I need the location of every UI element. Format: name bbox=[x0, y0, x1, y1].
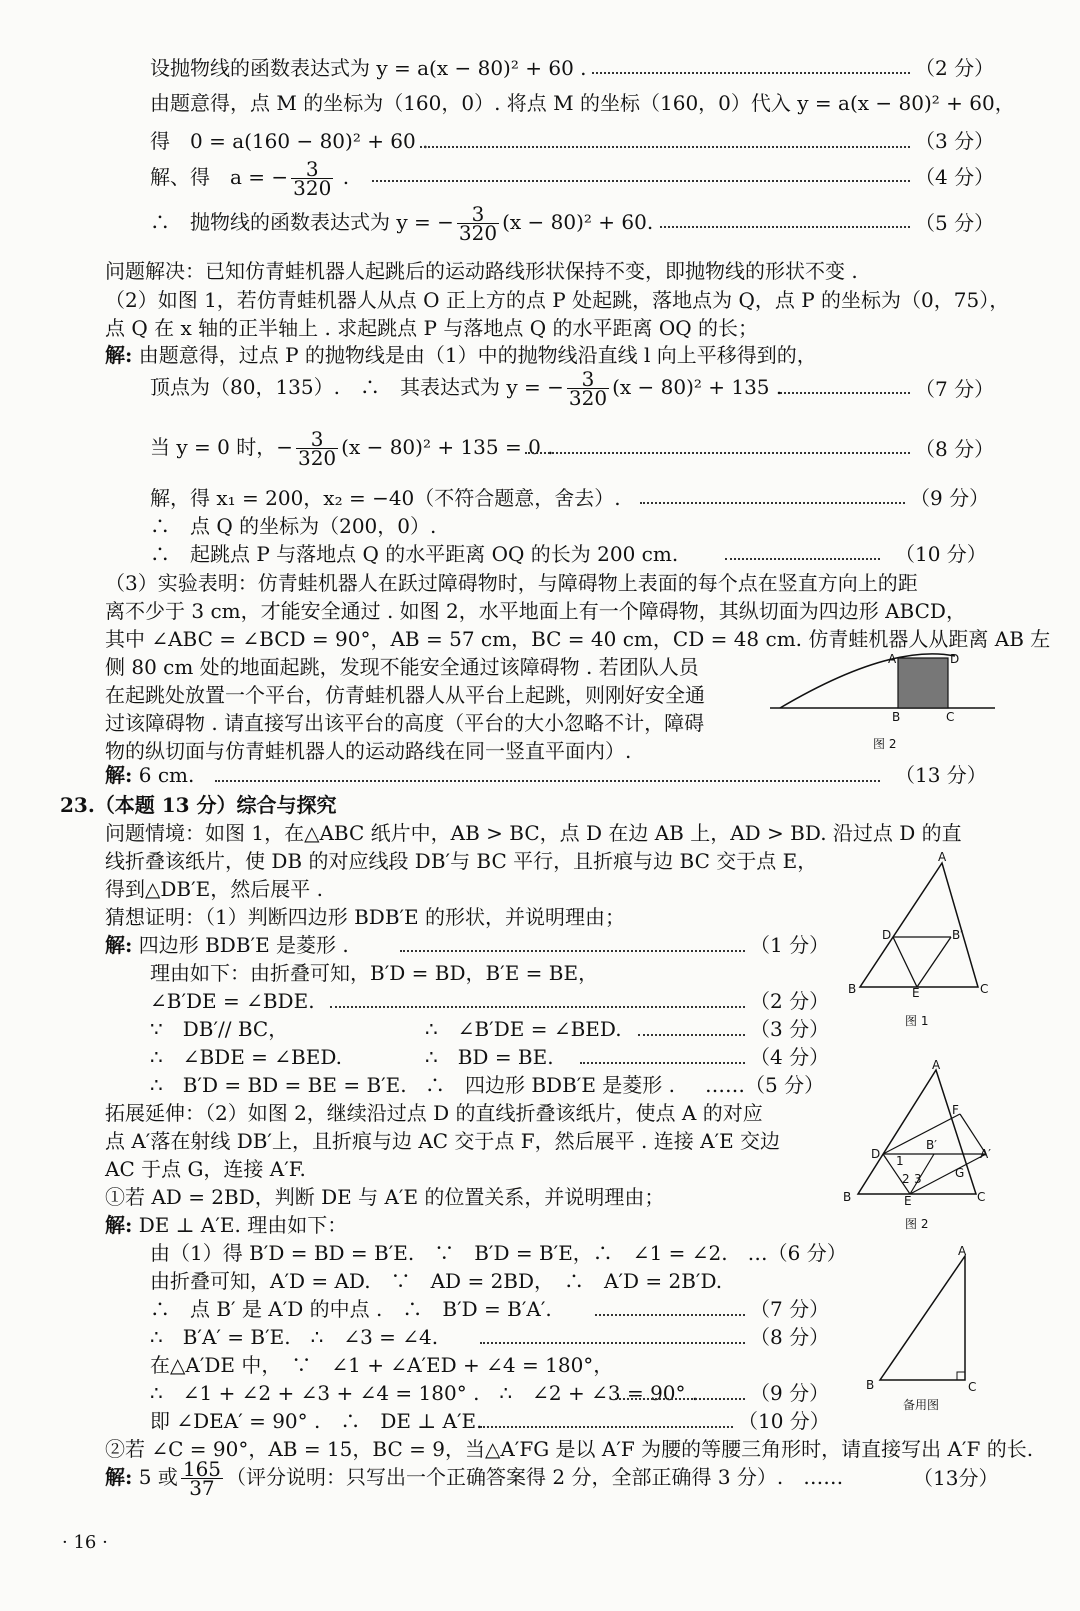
text-line: 解: 5 或 $\frac{165}{37}$ （评分说明：只写出一个正确答案得 2 分，全部正确得 3 分）. …… bbox=[105, 1457, 844, 1500]
point-label: C bbox=[946, 710, 955, 724]
text-line: （3）实验表明：仿青蛙机器人在跃过障碍物时，与障碍物上表面的每个点在竖直方向上的距 bbox=[105, 571, 918, 595]
point-label: G bbox=[955, 1166, 965, 1180]
text-line: 线折叠该纸片，使 DB 的对应线段 DB′与 BC 平行，且折痕与边 BC 交于点 E， bbox=[105, 849, 818, 873]
score-label: ……（5 分） bbox=[705, 1073, 825, 1097]
angle-label: 3 bbox=[914, 1172, 922, 1186]
text-line: 在△A′DE 中， ∵ ∠1 + ∠A′ED + ∠4 = 180°， bbox=[150, 1353, 614, 1377]
leader-dots bbox=[615, 1398, 745, 1400]
text-line: AC 于点 G，连接 A′F. bbox=[105, 1157, 306, 1181]
point-label: A bbox=[888, 652, 897, 666]
text-line: 由（1）得 B′D = BD = B′E. ∵ B′D = B′E，∴ ∠1 = ∠2. …（6 分） bbox=[150, 1241, 847, 1265]
text-line: 解: 由题意得，过点 P 的抛物线是由（1）中的抛物线沿直线 l 向上平移得到的， bbox=[105, 343, 817, 367]
point-label: A′ bbox=[980, 1147, 991, 1161]
text-line: 点 A′落在射线 DB′上，且折痕与边 AC 交于点 F，然后展平 . 连接 A′E 交边 bbox=[105, 1129, 781, 1153]
point-label: D bbox=[950, 652, 960, 666]
leader-dots bbox=[580, 1062, 745, 1064]
leader-dots bbox=[638, 1034, 745, 1036]
point-label: A bbox=[958, 1244, 967, 1258]
leader-dots bbox=[780, 392, 910, 394]
score-label: （3 分） bbox=[750, 1017, 830, 1041]
point-label: A bbox=[938, 850, 947, 864]
text-line: 问题解决：已知仿青蛙机器人起跳后的运动路线形状保持不变，即抛物线的形状不变 . bbox=[105, 259, 858, 283]
figure-caption: 图 1 bbox=[905, 1014, 929, 1028]
text-line: 拓展延伸：（2）如图 2，继续沿过点 D 的直线折叠该纸片，使点 A 的对应 bbox=[105, 1101, 763, 1125]
leader-dots bbox=[525, 452, 910, 454]
score-label: （2 分） bbox=[915, 56, 995, 80]
text-line: ∴ 点 B′ 是 A′D 的中点 . ∴ B′D = B′A′. bbox=[150, 1297, 552, 1321]
score-label: （7 分） bbox=[915, 377, 995, 401]
leader-dots bbox=[595, 1314, 745, 1316]
score-label: （13 分） bbox=[895, 763, 987, 787]
text-line: ∴ 点 Q 的坐标为（200，0）. bbox=[150, 514, 437, 538]
text-line: 得 0 = a(160 − 80)² + 60 . bbox=[150, 129, 429, 153]
score-label: （3 分） bbox=[915, 129, 995, 153]
leader-dots bbox=[480, 1426, 733, 1428]
text-line: ∴ ∠1 + ∠2 + ∠3 + ∠4 = 180° . ∴ ∠2 + ∠3 = 90° . bbox=[150, 1381, 699, 1405]
angle-label: 2 bbox=[902, 1172, 910, 1186]
figure-caption: 备用图 bbox=[903, 1398, 940, 1412]
problem-title: 23.（本题 13 分）综合与探究 bbox=[60, 793, 337, 817]
leader-dots bbox=[725, 558, 880, 560]
score-label: （4 分） bbox=[915, 165, 995, 189]
text-line: ①若 AD = 2BD，判断 DE 与 A′E 的位置关系，并说明理由； bbox=[105, 1185, 665, 1209]
text-line: 在起跳处放置一个平台，仿青蛙机器人从平台上起跳，则刚好安全通 bbox=[105, 683, 705, 707]
leader-dots bbox=[215, 780, 880, 782]
triangle-fold-figure-2 bbox=[848, 1062, 998, 1207]
leader-dots bbox=[640, 502, 905, 504]
text-line: 理由如下：由折叠可知，B′D = BD，B′E = BE， bbox=[150, 961, 599, 985]
text-line: 解: DE ⊥ A′E. 理由如下： bbox=[105, 1213, 348, 1237]
leader-dots bbox=[660, 226, 910, 228]
score-label: （9 分） bbox=[910, 486, 990, 510]
text-line: ∴ B′A′ = B′E. ∴ ∠3 = ∠4. bbox=[150, 1325, 439, 1349]
text-line: ∴ ∠B′DE = ∠BED. bbox=[425, 1017, 622, 1041]
point-label: B′ bbox=[926, 1138, 937, 1152]
triangle-fold-figure-1 bbox=[850, 855, 990, 995]
point-label: E bbox=[912, 986, 920, 1000]
text-line: 由题意得，点 M 的坐标为（160，0）. 将点 M 的坐标（160，0）代入 y = a(x − 80)² + 60， bbox=[150, 91, 1015, 115]
score-label: （4 分） bbox=[750, 1045, 830, 1069]
score-label: （10 分） bbox=[895, 542, 987, 566]
score-label: （9 分） bbox=[750, 1381, 830, 1405]
text-line: 离不少于 3 cm，才能安全通过 . 如图 2，水平地面上有一个障碍物，其纵切面为四边形 ABCD， bbox=[105, 599, 966, 623]
text-line: 侧 80 cm 处的地面起跳，发现不能安全通过该障碍物 . 若团队人员 bbox=[105, 655, 699, 679]
point-label: C bbox=[977, 1190, 986, 1204]
figure-caption: 图 2 bbox=[905, 1217, 929, 1231]
point-label: B bbox=[848, 982, 857, 996]
angle-label: 1 bbox=[896, 1154, 904, 1168]
point-label: C bbox=[980, 982, 989, 996]
score-label: （10 分） bbox=[738, 1409, 830, 1433]
score-label: （8 分） bbox=[750, 1325, 830, 1349]
point-label: C bbox=[968, 1380, 977, 1394]
text-line: 得到△DB′E，然后展平 . bbox=[105, 877, 323, 901]
text-line: ∴ BD = BE. bbox=[425, 1045, 554, 1069]
text-line: ∵ DB′// BC， bbox=[150, 1017, 289, 1041]
point-label: B bbox=[866, 1378, 875, 1392]
point-label: B′ bbox=[952, 928, 963, 942]
leader-dots bbox=[480, 1342, 745, 1344]
text-line: 当 y = 0 时，− $\frac{3}{320}$ (x − 80)² + 135 = 0 . bbox=[150, 427, 554, 470]
text-line: 顶点为（80，135）. ∴ 其表达式为 y = − $\frac{3}{320}$ (x − 80)² + 135 . bbox=[150, 367, 783, 410]
point-label: A bbox=[932, 1058, 941, 1072]
text-line: 解、得 a = − $\frac{3}{320}$ . bbox=[150, 157, 350, 200]
score-label: （5 分） bbox=[915, 211, 995, 235]
text-line: ∴ 起跳点 P 与落地点 Q 的水平距离 OQ 的长为 200 cm. bbox=[150, 542, 679, 566]
text-line: 问题情境：如图 1，在△ABC 纸片中，AB > BC，点 D 在边 AB 上，AD > BD. 沿过点 D 的直 bbox=[105, 821, 962, 845]
point-label: F bbox=[952, 1103, 959, 1117]
text-line: ∴ ∠BDE = ∠BED. bbox=[150, 1045, 343, 1069]
text-line: 点 Q 在 x 轴的正半轴上 . 求起跳点 P 与落地点 Q 的水平距离 OQ 的长； bbox=[105, 316, 758, 340]
figure-caption: 图 2 bbox=[873, 737, 897, 751]
right-triangle-backup-figure bbox=[870, 1248, 990, 1388]
text-line: 过该障碍物 . 请直接写出该平台的高度（平台的大小忽略不计，障碍 bbox=[105, 711, 705, 735]
point-label: D bbox=[871, 1147, 881, 1161]
point-label: D bbox=[882, 928, 892, 942]
text-line: 其中 ∠ABC = ∠BCD = 90°，AB = 57 cm，BC = 40 cm，CD = 48 cm. 仿青蛙机器人从距离 AB 左 bbox=[105, 627, 1051, 651]
score-label: （13分） bbox=[913, 1466, 999, 1490]
leader-dots bbox=[592, 72, 910, 74]
leader-dots bbox=[330, 1006, 745, 1008]
score-label: （2 分） bbox=[750, 989, 830, 1013]
text-line: ∴ 四边形 BDB′E 是菱形 . bbox=[425, 1073, 675, 1097]
point-label: B bbox=[892, 710, 901, 724]
text-line: ∠B′DE = ∠BDE. bbox=[150, 989, 315, 1013]
text-line: 即 ∠DEA′ = 90° . ∴ DE ⊥ A′E. bbox=[150, 1409, 483, 1433]
text-line: 由折叠可知，A′D = AD. ∵ AD = 2BD， ∴ A′D = 2B′D. bbox=[150, 1269, 723, 1293]
point-label: E bbox=[904, 1194, 912, 1208]
text-line: 解: 6 cm. bbox=[105, 763, 195, 787]
leader-dots bbox=[372, 180, 910, 182]
text-line: 解: 四边形 BDB′E 是菱形 . bbox=[105, 933, 349, 957]
point-label: B bbox=[843, 1190, 852, 1204]
leader-dots bbox=[400, 950, 745, 952]
score-label: （8 分） bbox=[915, 437, 995, 461]
text-line: ②若 ∠C = 90°，AB = 15，BC = 9，当△A′FG 是以 A′F 为腰的等腰三角形时，请直接写出 A′F 的长. bbox=[105, 1437, 1034, 1461]
text-line: ∴ B′D = BD = BE = B′E. bbox=[150, 1073, 407, 1097]
text-line: ∴ 抛物线的函数表达式为 y = − $\frac{3}{320}$ (x − 80)² + 60. bbox=[150, 202, 654, 245]
leader-dots bbox=[420, 146, 910, 148]
score-label: （7 分） bbox=[750, 1297, 830, 1321]
text-line: 解，得 x₁ = 200，x₂ = −40（不符合题意，舍去）. bbox=[150, 486, 621, 510]
text-line: 设抛物线的函数表达式为 y = a(x − 80)² + 60 . bbox=[150, 56, 587, 80]
page-number: · 16 · bbox=[62, 1532, 108, 1553]
text-line: 猜想证明：（1）判断四边形 BDB′E 的形状，并说明理由； bbox=[105, 905, 626, 929]
score-label: （1 分） bbox=[750, 933, 830, 957]
text-line: （2）如图 1，若仿青蛙机器人从点 O 正上方的点 P 处起跳，落地点为 Q，点 P 的坐标为（0，75）， bbox=[105, 288, 1010, 312]
text-line: 物的纵切面与仿青蛙机器人的运动路线在同一竖直平面内）. bbox=[105, 739, 632, 763]
